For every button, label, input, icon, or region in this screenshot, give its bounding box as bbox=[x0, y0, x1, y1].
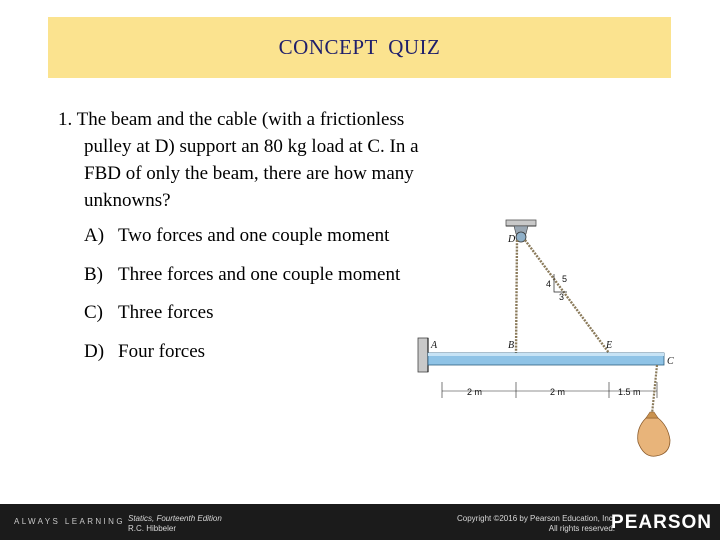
option-letter: C) bbox=[84, 302, 103, 323]
ceiling-support bbox=[506, 220, 536, 226]
always-learning-tagline: ALWAYS LEARNING bbox=[14, 517, 125, 526]
question-line-3: FBD of only the beam, there are how many bbox=[84, 163, 414, 184]
cable-vertical bbox=[516, 240, 517, 353]
beam-highlight bbox=[428, 353, 664, 356]
label-c: C bbox=[667, 356, 674, 367]
book-title: Statics, Fourteenth Edition bbox=[128, 514, 222, 523]
option-letter: A) bbox=[84, 225, 105, 246]
book-author: R.C. Hibbeler bbox=[128, 524, 177, 533]
option-b[interactable] bbox=[84, 264, 400, 286]
pearson-logo: PEARSON bbox=[611, 512, 712, 533]
wall-support bbox=[418, 338, 428, 372]
title-banner bbox=[48, 17, 671, 78]
option-letter: B) bbox=[84, 264, 103, 285]
question-text bbox=[58, 106, 498, 214]
slope-hyp: 5 bbox=[562, 274, 568, 284]
dim-1: 2 m bbox=[467, 387, 483, 397]
rights-text: All rights reserved. bbox=[548, 524, 615, 533]
option-text: Four forces bbox=[118, 341, 206, 362]
beam-pulley-diagram bbox=[404, 214, 694, 470]
option-text: Three forces bbox=[118, 302, 214, 323]
option-c[interactable] bbox=[84, 302, 213, 324]
footer-bar bbox=[0, 504, 720, 540]
label-a: A bbox=[431, 340, 438, 351]
option-letter: D) bbox=[84, 341, 105, 362]
dim-2: 2 m bbox=[550, 387, 566, 397]
copyright-text: Copyright ©2016 by Pearson Education, Inc. bbox=[457, 514, 615, 523]
option-text: Two forces and one couple moment bbox=[118, 225, 390, 246]
load-bag-neck bbox=[646, 412, 658, 418]
question-line-4: unknowns? bbox=[84, 190, 171, 211]
copyright-info bbox=[457, 514, 615, 534]
slope-rise: 4 bbox=[546, 279, 552, 289]
load-bag bbox=[638, 418, 670, 456]
option-d[interactable] bbox=[84, 341, 205, 363]
dim-3: 1.5 m bbox=[618, 387, 641, 397]
label-b: B bbox=[508, 340, 515, 351]
label-d: D bbox=[508, 234, 516, 245]
book-info bbox=[128, 514, 222, 534]
option-a[interactable] bbox=[84, 225, 389, 247]
question-line-2: pulley at D) support an 80 kg load at C. In a bbox=[84, 136, 419, 157]
question-line-1: 1. The beam and the cable (with a frictionless bbox=[58, 109, 405, 130]
label-e: E bbox=[606, 340, 613, 351]
cable-inclined bbox=[525, 240, 609, 353]
slope-run: 3 bbox=[559, 292, 565, 302]
load-rope bbox=[652, 365, 657, 414]
slide-title: CONCEPT QUIZ bbox=[278, 35, 441, 59]
option-text: Three forces and one couple moment bbox=[118, 264, 401, 285]
